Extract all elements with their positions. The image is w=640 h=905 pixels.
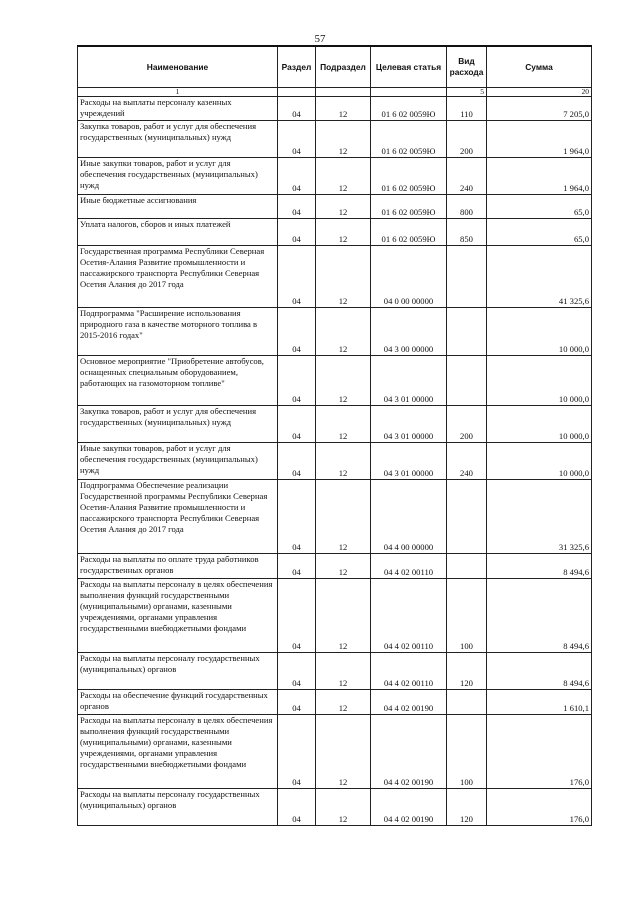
row-sum: 41 325,6 xyxy=(487,246,592,308)
row-section: 04 xyxy=(278,121,316,158)
row-type: 100 xyxy=(447,715,487,789)
colnum-target xyxy=(371,88,447,97)
row-name: Расходы на выплаты персоналу в целях обеспечения выполнения функций государственными (муниципальными) органами, казенными учреждениями, органами управления государственными внебюджетными фондами xyxy=(78,715,278,789)
row-name: Уплата налогов, сборов и иных платежей xyxy=(78,219,278,246)
budget-table xyxy=(77,45,592,826)
row-type xyxy=(447,308,487,356)
row-section: 04 xyxy=(278,480,316,554)
header-target: Целевая статья xyxy=(371,46,447,88)
row-type xyxy=(447,356,487,406)
row-subsection: 12 xyxy=(316,715,371,789)
row-name: Расходы на обеспечение функций государственных органов xyxy=(78,690,278,715)
row-subsection: 12 xyxy=(316,121,371,158)
row-section: 04 xyxy=(278,356,316,406)
row-sum: 8 494,6 xyxy=(487,554,592,579)
row-name: Расходы на выплаты по оплате труда работников государственных органов xyxy=(78,554,278,579)
row-section: 04 xyxy=(278,246,316,308)
row-type: 200 xyxy=(447,121,487,158)
table-header-row xyxy=(78,46,592,88)
row-section: 04 xyxy=(278,715,316,789)
row-type: 850 xyxy=(447,219,487,246)
table-row xyxy=(78,443,592,480)
row-section: 04 xyxy=(278,789,316,826)
row-target: 01 6 02 0059Ю xyxy=(371,195,447,219)
row-section: 04 xyxy=(278,690,316,715)
row-target: 04 3 01 00000 xyxy=(371,356,447,406)
table-row xyxy=(78,219,592,246)
row-sum: 65,0 xyxy=(487,195,592,219)
table-row xyxy=(78,195,592,219)
row-section: 04 xyxy=(278,406,316,443)
row-type: 120 xyxy=(447,789,487,826)
row-name: Иные закупки товаров, работ и услуг для обеспечения государственных (муниципальных) нужд xyxy=(78,158,278,195)
row-type: 120 xyxy=(447,653,487,690)
row-name: Иные закупки товаров, работ и услуг для обеспечения государственных (муниципальных) нужд xyxy=(78,443,278,480)
row-subsection: 12 xyxy=(316,97,371,121)
row-name: Подпрограмма Обеспечение реализации Государственной программы Республики Северная Осетия-Алания Развитие промышленности и пассажирского транспорта Республики Северная Осетия Алания до 2017 года xyxy=(78,480,278,554)
row-target: 04 4 02 00110 xyxy=(371,579,447,653)
table-row xyxy=(78,653,592,690)
row-name: Основное мероприятие "Приобретение автобусов, оснащенных специальным оборудованием, работающих на газомоторном топливе" xyxy=(78,356,278,406)
row-subsection: 12 xyxy=(316,480,371,554)
row-name: Закупка товаров, работ и услуг для обеспечения государственных (муниципальных) нужд xyxy=(78,121,278,158)
row-sum: 176,0 xyxy=(487,789,592,826)
row-sum: 1 964,0 xyxy=(487,121,592,158)
row-sum: 176,0 xyxy=(487,715,592,789)
row-sum: 8 494,6 xyxy=(487,653,592,690)
colnum-subsection xyxy=(316,88,371,97)
row-sum: 7 205,0 xyxy=(487,97,592,121)
row-target: 04 3 00 00000 xyxy=(371,308,447,356)
row-target: 04 0 00 00000 xyxy=(371,246,447,308)
row-sum: 10 000,0 xyxy=(487,443,592,480)
row-type: 200 xyxy=(447,406,487,443)
row-section: 04 xyxy=(278,579,316,653)
row-target: 01 6 02 0059Ю xyxy=(371,121,447,158)
row-type xyxy=(447,246,487,308)
header-name: Наименование xyxy=(78,46,278,88)
row-target: 04 4 02 00110 xyxy=(371,653,447,690)
row-target: 04 3 01 00000 xyxy=(371,406,447,443)
colnum-type: 5 xyxy=(447,88,487,97)
row-target: 04 4 00 00000 xyxy=(371,480,447,554)
row-target: 04 3 01 00000 xyxy=(371,443,447,480)
row-sum: 10 000,0 xyxy=(487,308,592,356)
row-subsection: 12 xyxy=(316,219,371,246)
row-subsection: 12 xyxy=(316,308,371,356)
header-subsection: Подраздел xyxy=(316,46,371,88)
colnum-sum: 20 xyxy=(487,88,592,97)
table-row xyxy=(78,97,592,121)
row-target: 04 4 02 00190 xyxy=(371,690,447,715)
table-row xyxy=(78,246,592,308)
header-sum: Сумма xyxy=(487,46,592,88)
table-row xyxy=(78,158,592,195)
table-row xyxy=(78,308,592,356)
row-sum: 65,0 xyxy=(487,219,592,246)
row-subsection: 12 xyxy=(316,195,371,219)
row-subsection: 12 xyxy=(316,406,371,443)
header-section: Раздел xyxy=(278,46,316,88)
row-subsection: 12 xyxy=(316,690,371,715)
row-name: Расходы на выплаты персоналу в целях обеспечения выполнения функций государственными (муниципальными) органами, казенными учреждениями, органами управления государственными внебюджетными фондами xyxy=(78,579,278,653)
row-sum: 1 964,0 xyxy=(487,158,592,195)
row-name: Расходы на выплаты персоналу государственных (муниципальных) органов xyxy=(78,789,278,826)
row-subsection: 12 xyxy=(316,789,371,826)
row-section: 04 xyxy=(278,308,316,356)
row-section: 04 xyxy=(278,219,316,246)
row-type xyxy=(447,554,487,579)
row-section: 04 xyxy=(278,554,316,579)
row-name: Подпрограмма "Расширение использования природного газа в качестве моторного топлива в 2015-2016 годах" xyxy=(78,308,278,356)
table-row xyxy=(78,554,592,579)
table-row xyxy=(78,406,592,443)
table-row xyxy=(78,579,592,653)
row-target: 04 4 02 00190 xyxy=(371,715,447,789)
row-subsection: 12 xyxy=(316,443,371,480)
row-name: Иные бюджетные ассигнования xyxy=(78,195,278,219)
row-subsection: 12 xyxy=(316,653,371,690)
row-target: 01 6 02 0059Ю xyxy=(371,97,447,121)
row-section: 04 xyxy=(278,653,316,690)
row-sum: 31 325,6 xyxy=(487,480,592,554)
row-section: 04 xyxy=(278,158,316,195)
row-sum: 10 000,0 xyxy=(487,406,592,443)
row-section: 04 xyxy=(278,97,316,121)
row-type: 240 xyxy=(447,443,487,480)
row-name: Государственная программа Республики Северная Осетия-Алания Развитие промышленности и пассажирского транспорта Республики Северная Осетия Алания до 2017 года xyxy=(78,246,278,308)
row-type: 100 xyxy=(447,579,487,653)
row-type: 240 xyxy=(447,158,487,195)
row-section: 04 xyxy=(278,443,316,480)
table-row xyxy=(78,121,592,158)
row-subsection: 12 xyxy=(316,158,371,195)
row-type xyxy=(447,480,487,554)
row-sum: 10 000,0 xyxy=(487,356,592,406)
header-type: Вид расхода xyxy=(447,46,487,88)
table-row xyxy=(78,480,592,554)
row-target: 04 4 02 00110 xyxy=(371,554,447,579)
row-name: Закупка товаров, работ и услуг для обеспечения государственных (муниципальных) нужд xyxy=(78,406,278,443)
table-row xyxy=(78,789,592,826)
row-subsection: 12 xyxy=(316,554,371,579)
row-target: 01 6 02 0059Ю xyxy=(371,219,447,246)
table-row xyxy=(78,690,592,715)
table-row xyxy=(78,715,592,789)
row-sum: 8 494,6 xyxy=(487,579,592,653)
row-section: 04 xyxy=(278,195,316,219)
row-name: Расходы на выплаты персоналу государственных (муниципальных) органов xyxy=(78,653,278,690)
colnum-section xyxy=(278,88,316,97)
table-row xyxy=(78,356,592,406)
page-number: 57 xyxy=(314,33,326,45)
colnum-name: 1 xyxy=(78,88,278,97)
row-target: 04 4 02 00190 xyxy=(371,789,447,826)
row-target: 01 6 02 0059Ю xyxy=(371,158,447,195)
row-type: 110 xyxy=(447,97,487,121)
row-subsection: 12 xyxy=(316,579,371,653)
row-subsection: 12 xyxy=(316,356,371,406)
column-number-row xyxy=(78,88,592,97)
row-subsection: 12 xyxy=(316,246,371,308)
row-type xyxy=(447,690,487,715)
row-type: 800 xyxy=(447,195,487,219)
row-name: Расходы на выплаты персоналу казенных учреждений xyxy=(78,97,278,121)
row-sum: 1 610,1 xyxy=(487,690,592,715)
